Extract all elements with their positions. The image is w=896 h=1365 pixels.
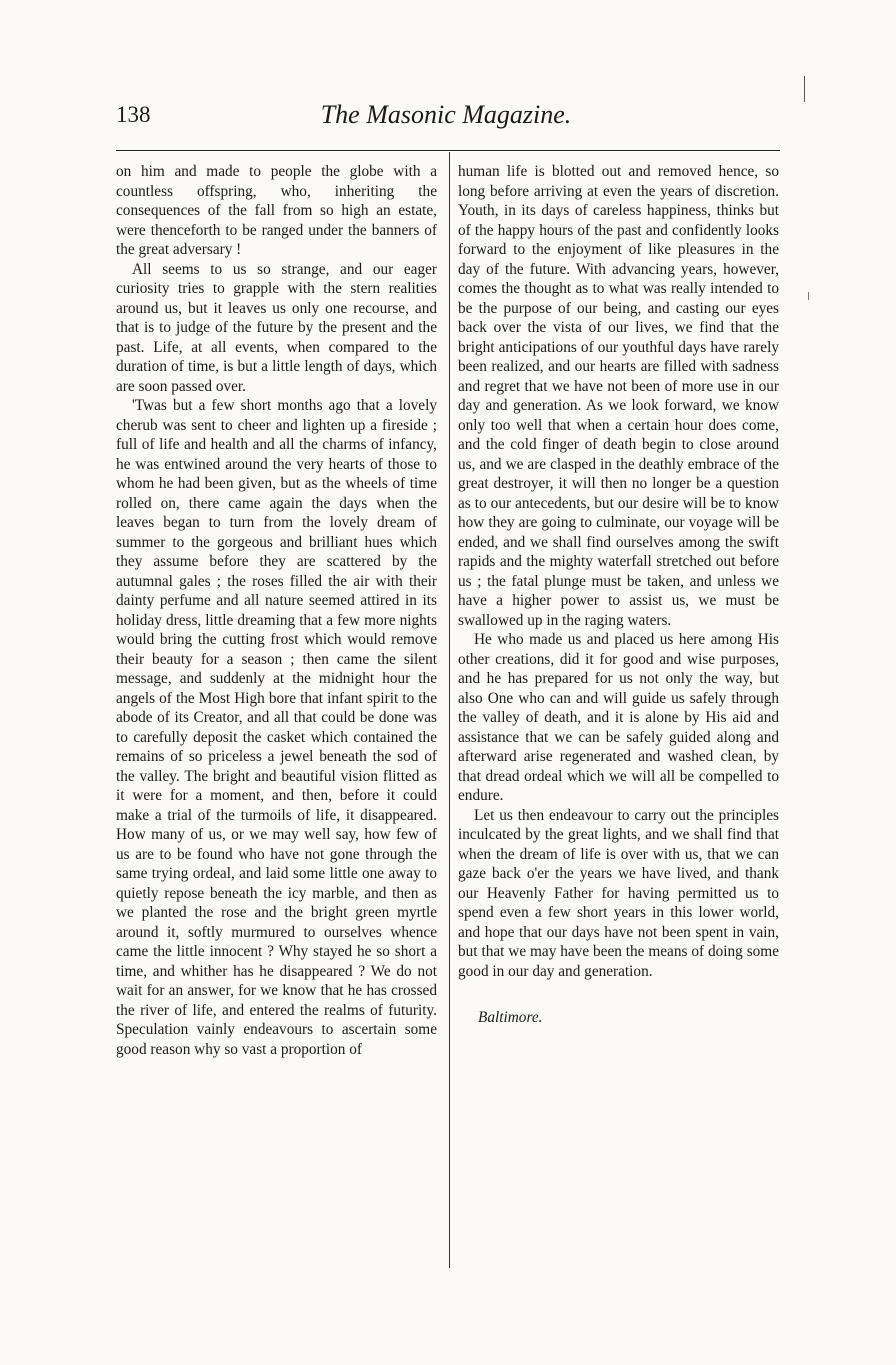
paragraph: Let us then endeavour to carry out the principles inculcated by the great lights, and we shall find that when the dream of life is over with us, that we can gaze back o'er the years we have lived, and thank our Heavenly Father for having permitted us to spend even a few short years in this lower world, and hope that our days have not been spent in vain, but that we may have been the means of doing some good in our day and generation. bbox=[458, 806, 779, 980]
page-number: 138 bbox=[116, 102, 151, 127]
paragraph: He who made us and placed us here among His other creations, did it for good and wise purposes, and he has prepared for us not only the way, but also One who can and will guide us safely through the valley of death, and it is alone by His aid and assistance that we can be safely guided along and afterward arise regenerated and washed clean, by that dread ordeal which we will all be compelled to endure. bbox=[458, 631, 779, 804]
running-title: The Masonic Magazine. bbox=[320, 100, 572, 129]
margin-mark bbox=[804, 76, 805, 102]
paragraph: All seems to us so strange, and our eager curiosity tries to grapple with the stern realities around us, but it leaves us only one recourse, and that is to judge of the future by the present and the past. Life, at all events, when compared to the duration of time, is but a little length of days, which are soon passed over. bbox=[116, 260, 437, 395]
column-divider bbox=[449, 152, 450, 1268]
margin-dot bbox=[808, 292, 809, 300]
paragraph: on him and made to people the globe with a countless offspring, who, inheriting the consequences of the fall from so high an estate, were thenceforth to be ranged under the banners of the great adversary ! bbox=[116, 163, 437, 258]
page-header bbox=[116, 96, 776, 136]
paragraph: human life is blotted out and removed hence, so long before arriving at even the years of discretion. Youth, in its days of careless happiness, thinks but of the happy hours of the past and confidently looks forward to the enjoyment of like pleasures in the day of the future. With advancing years, however, comes the thought as to what was really intended to be the purpose of our being, and casting our eyes back over the vista of our lives, we find that the bright anticipations of our youthful days have rarely been realized, and our hearts are filled with sadness and regret that we have not been of more use in our day and generation. As we look forward, we know only too well that when a certain hour does come, and the cold finger of death begin to close around us, and we are clasped in the deathly embrace of the great destroyer, it will then no longer be a question as to our antecedents, but our desire will be to know how they are going to culminate, our voyage will be ended, and we shall find ourselves among the swift rapids and the mighty waterfall stretched out before us ; the fatal plunge must be taken, and unless we have a higher power to assist us, we must be swallowed up in the raging waters. bbox=[458, 163, 779, 629]
paragraph: 'Twas but a few short months ago that a lovely cherub was sent to cheer and lighten up a fireside ; full of life and health and all the charms of infancy, he was entwined around the very hearts of those to whom he had been given, but as the wheels of time rolled on, there came again the days when the leaves began to turn from the lovely dream of summer to the gorgeous and brilliant hues which they assume before they are scattered by the autumnal gales ; the roses filled the air with their dainty perfume and all nature seemed attired in its holiday dress, little dreaming that a few more nights would bring the cutting frost which would remove their beauty for a season ; then came the silent message, and suddenly at the midnight hour the angels of the Most High bore that infant spirit to the abode of its Creator, and all that could be done was to carefully deposit the casket which contained the remains of so priceless a jewel beneath the sod of the valley. The bright and beautiful vision flitted as it were for a moment, and then, before it could make a trial of the turmoils of life, it disappeared. How many of us, or we may well say, how few of us are to be found who have not gone through the same trying ordeal, and laid some little one away to quietly repose beneath the icy marble, and then as we planted the rose and the bright green myrtle around it, softly murmured to ourselves whence came the little innocent ? Why stayed he so short a time, and whither has he disappeared ? We do not wait for an answer, for we know that he has crossed the river of life, and entered the realms of futurity. Speculation vainly endeavours to ascertain some good reason why so vast a proportion of bbox=[116, 397, 437, 1058]
right-column bbox=[458, 162, 779, 1028]
left-column bbox=[116, 162, 437, 1059]
header-rule bbox=[116, 150, 780, 151]
signature: Baltimore. bbox=[478, 1009, 543, 1026]
